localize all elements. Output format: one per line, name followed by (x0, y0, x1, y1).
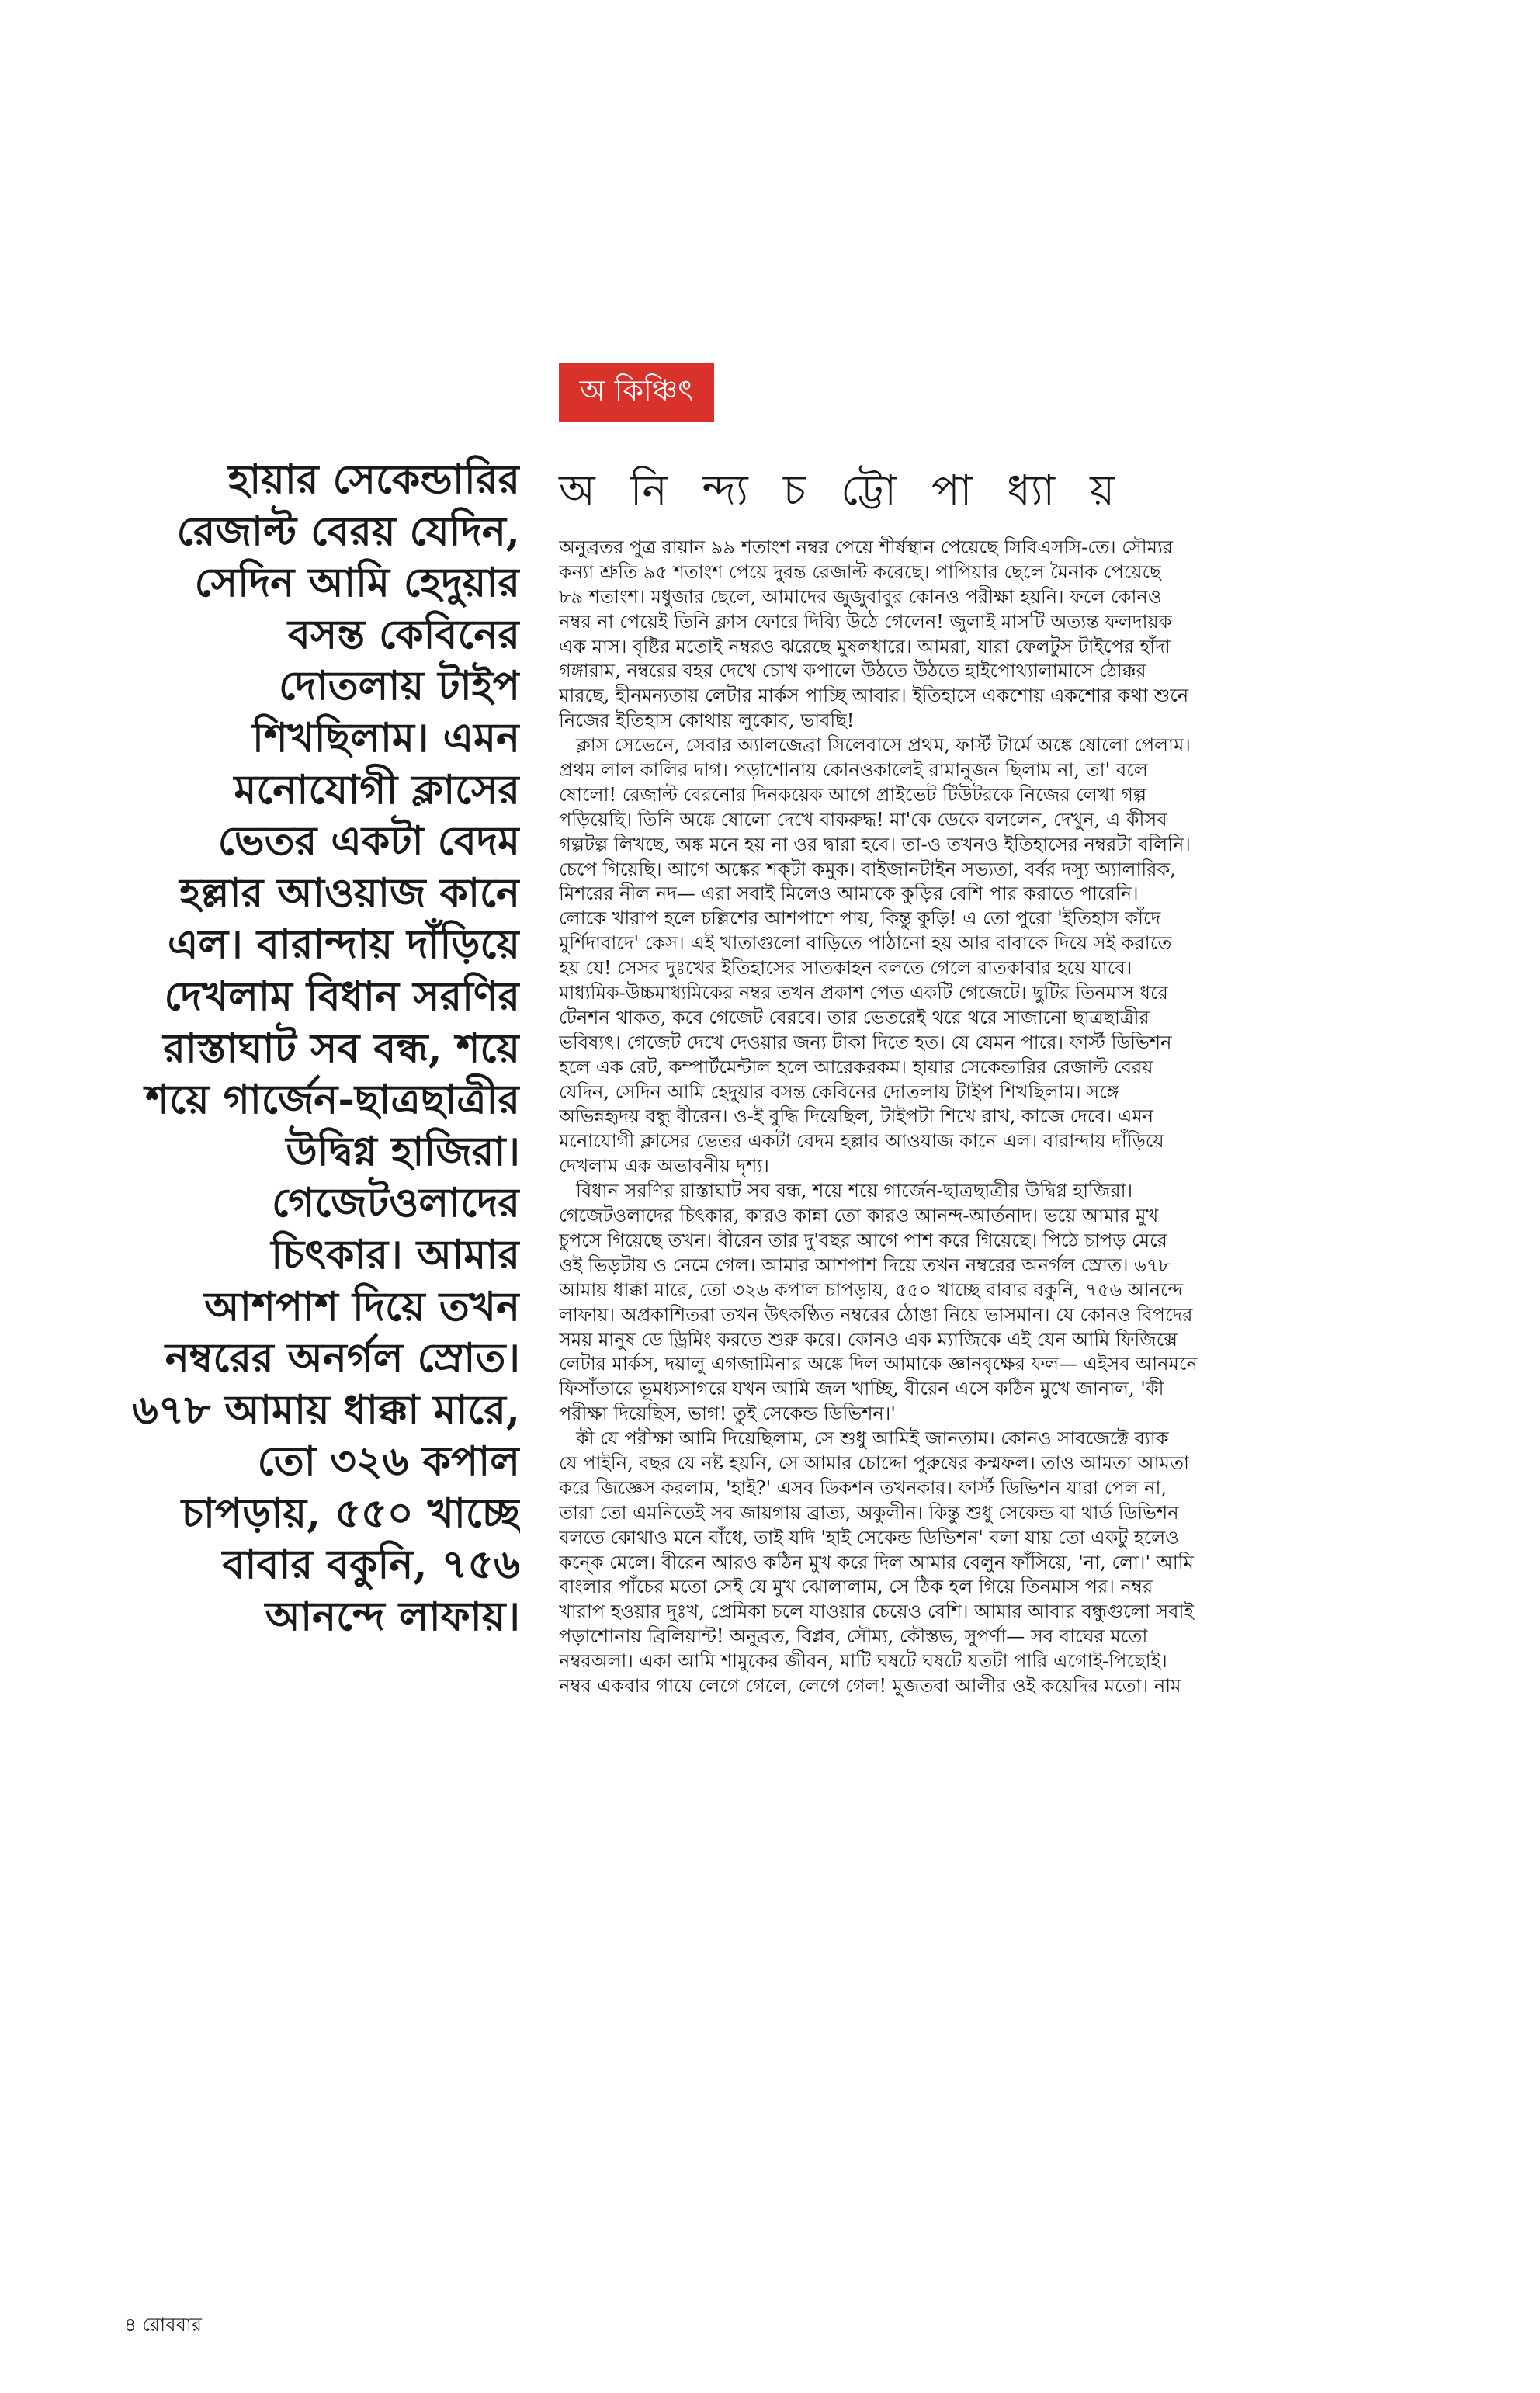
body-text-line: পড়িয়েছি। তিনি অঙ্কে ষোলো দেখে বাকরুদ্ধ! মা'কে ডেকে বললেন, দেখুন, এ কীসব (559, 808, 1167, 831)
pull-quote-line: বাবার বকুনি, ৭৫৬ (222, 1541, 520, 1589)
pull-quote-line: চাপড়ায়, ৫৫০ খাচ্ছে (181, 1489, 520, 1537)
body-text-line: পরীক্ষা দিয়েছিস, ভাগ! তুই সেকেন্ড ডিভিশন।' (559, 1403, 896, 1425)
pull-quote-line: আশপাশ দিয়ে তখন (204, 1282, 520, 1330)
body-text-line: নিজের ইতিহাস কোথায় লুকোব, ভাবছি! (559, 709, 855, 732)
pull-quote (116, 454, 520, 1774)
pull-quote-line: রেজাল্ট বেরয় যেদিন, (176, 507, 520, 555)
body-text-line: অনুব্রতর পুত্র রায়ান ৯৯ শতাংশ নম্বর পেয়ে শীর্ষস্থান পেয়েছে সিবিএসসি-তে। সৌম্যর (559, 536, 1174, 558)
pull-quote-line: উদ্বিগ্ন হাজিরা। (286, 1127, 520, 1175)
pull-quote-line: শয়ে গার্জেন-ছাত্রছাত্রীর (145, 1076, 520, 1124)
body-text-line: যেদিন, সেদিন আমি হেদুয়ার বসন্ত কেবিনের দোতলায় টাইপ শিখছিলাম। সঙ্গে (559, 1080, 1119, 1103)
body-text-line: এক মাস। বৃষ্টির মতোই নম্বরও ঝরেছে মুষলধারে। আমরা, যারা ফেলটুস টাইপের হাঁদা (559, 635, 1171, 657)
body-text-line: গল্পটল্প লিখছে, অঙ্ক মনে হয় না ওর দ্বারা হবে। তা-ও তখনও ইতিহাসের নম্বরটা বলিনি। (559, 833, 1191, 855)
body-text-line: তারা তো এমনিতেই সব জায়গায় ব্রাত্য, অকুলীন। কিন্তু শুধু সেকেন্ড বা থার্ড ডিভিশন (559, 1501, 1179, 1524)
page-folio: ৪ রোববার (124, 2314, 202, 2336)
pull-quote-line: গেজেটওলাদের (272, 1179, 520, 1227)
body-text-line: সময় মানুষ ডে ড্রিমিং করতে শুরু করে। কোনও এক ম্যাজিকে এই যেন আমি ফিজিক্সে (559, 1328, 1178, 1351)
body-text-line: নম্বর না পেয়েই তিনি ক্লাস ফোরে দিব্যি উঠে গেলেন! জুলাই মাসটি অত্যন্ত ফলদায়ক (559, 610, 1172, 633)
body-text-line: ওই ভিড়টায় ও নেমে গেল। আমার আশপাশ দিয়ে তখন নম্বরের অনর্গল স্রোত। ৬৭৮ (559, 1254, 1171, 1276)
article-body (559, 536, 1397, 2212)
body-text-line: মিশরের নীল নদ— এরা সবাই মিলেও আমাকে কুড়ির বেশি পার করাতে পারেনি। (559, 883, 1139, 905)
author-byline: অ নি ন্দ্য চ ট্টো পা ধ্যা য় (559, 466, 1126, 515)
pull-quote-line: তো ৩২৬ কপাল (257, 1438, 520, 1486)
body-text-line: চেপে গিয়েছি। আগে অঙ্কের শক্‌টা কমুক। বাইজানটাইন সভ্যতা, বর্বর দস্যু অ্যালারিক, (559, 858, 1176, 880)
body-text-line: ফিসাঁতারে ভূমধ্যসাগরে যখন আমি জল খাচ্ছি, বীরেন এসে কঠিন মুখে জানাল, 'কী (559, 1378, 1164, 1400)
body-text-line: খারাপ হওয়ার দুঃখ, প্রেমিকা চলে যাওয়ার চেয়েও বেশি। আমার আবার বন্ধুগুলো সবাই (559, 1601, 1194, 1623)
body-text-line: মুর্শিদাবাদে' কেস। এই খাতাগুলো বাড়িতে পাঠানো হয় আর বাবাকে দিয়ে সই করাতে (559, 932, 1172, 955)
body-text-line: বাংলার পাঁচের মতো সেই যে মুখ ঝোলালাম, সে ঠিক হল গিয়ে তিনমাস পর। নম্বর (559, 1576, 1153, 1598)
body-text-line: হয় যে! সেসব দুঃখের ইতিহাসের সাতকাহন বলতে গেলে রাতকাবার হয়ে যাবে। (559, 957, 1132, 980)
pull-quote-line: মনোযোগী ক্লাসের (234, 765, 520, 813)
pull-quote-line: হায়ার সেকেন্ডারির (227, 456, 520, 503)
pull-quote-line: চিৎকার। আমার (271, 1230, 520, 1278)
pull-quote-line: সেদিন আমি হেদুয়ার (194, 559, 520, 607)
body-text-line: বলতে কোথাও মনে বাঁধে, তাই যদি 'হাই সেকেন্ড ডিভিশন' বলা যায় তো একটু হলেও (559, 1526, 1179, 1549)
body-text-line: ভবিষ্যৎ। গেজেট দেখে দেওয়ার জন্য টাকা দিতে হত। যে যেমন পারে। ফার্স্ট ডিভিশন (559, 1031, 1172, 1053)
pull-quote-line: শিখছিলাম। এমন (251, 713, 520, 761)
body-text-line: হলে এক রেট, কম্পার্টমেন্টাল হলে আরেকরকম। হায়ার সেকেন্ডারির রেজাল্ট বেরয় (559, 1056, 1153, 1078)
body-text-line: ৮৯ শতাংশ। মধুজার ছেলে, আমাদের জুজুবাবুর কোনও পরীক্ষা হয়নি। ফলে কোনও (559, 585, 1162, 608)
pull-quote-line: আনন্দে লাফায়। (265, 1593, 520, 1641)
pull-quote-line: ভেতর একটা বেদম (217, 817, 520, 865)
body-text-line: চুপসে গিয়েছে তখন। বীরেন তার দু'বছর আগে পাশ করে গিয়েছে। পিঠে চাপড় মেরে (559, 1229, 1167, 1251)
pull-quote-line: বসন্ত কেবিনের (287, 610, 520, 658)
body-text-line: করে জিজ্ঞেস করলাম, 'হাই?' এসব ডিকশন তখনকার। ফার্স্ট ডিভিশন যারা পেল না, (559, 1476, 1167, 1499)
body-text-line: ষোলো! রেজাল্ট বেরনোর দিনকয়েক আগে প্রাইভেট টিউটরকে নিজের লেখা গল্প (559, 783, 1146, 806)
body-text-line: প্রথম লাল কালির দাগ। পড়াশোনায় কোনওকালেই রামানুজন ছিলাম না, তা' বলে (559, 759, 1148, 782)
pull-quote-line: হল্লার আওয়াজ কানে (179, 869, 520, 917)
body-text-line: বিধান সরণির রাস্তাঘাট সব বন্ধ, শয়ে শয়ে গার্জেন-ছাত্রছাত্রীর উদ্বিগ্ন হাজিরা। (576, 1180, 1133, 1202)
pull-quote-line: রাস্তাঘাট সব বন্ধ, শয়ে (163, 1024, 520, 1072)
body-text-line: টেনশন থাকত, কবে গেজেট বেরবে। তার ভেতরেই থরে থরে সাজানো ছাত্রছাত্রীর (559, 1006, 1150, 1028)
body-text-line: মাধ্যমিক-উচ্চমাধ্যমিকের নম্বর তখন প্রকাশ পেত একটি গেজেটে। ছুটির তিনমাস ধরে (559, 982, 1168, 1004)
body-text-line: গেজেটওলাদের চিৎকার, কারও কান্না তো কারও আনন্দ-আর্তনাদ। ভয়ে আমার মুখ (559, 1205, 1159, 1227)
body-text-line: মারছে, হীনমন্যতায় লেটার মার্কস পাচ্ছি আবার। ইতিহাসে একশোয় একশোর কথা শুনে (559, 685, 1189, 707)
body-text-line: পড়াশোনায় ব্রিলিয়ান্ট! অনুব্রত, বিপ্লব, সৌম্য, কৌস্তভ, সুপর্ণা— সব বাঘের মতো (559, 1625, 1148, 1648)
body-text-line: নম্বর একবার গায়ে লেগে গেলে, লেগে গেল! মুজতবা আলীর ওই কয়েদির মতো। নাম (559, 1674, 1181, 1697)
body-text-line: লাফায়। অপ্রকাশিতরা তখন উৎকণ্ঠিত নম্বরের ঠোঙা নিয়ে ভাসমান। যে কোনও বিপদের (559, 1303, 1193, 1326)
body-text-line: অভিন্নহৃদয় বন্ধু বীরেন। ও-ই বুদ্ধি দিয়েছিল, টাইপটা শিখে রাখ, কাজে দেবে। এমন (559, 1105, 1154, 1128)
pull-quote-line: দোতলায় টাইপ (279, 662, 520, 710)
pull-quote-line: দেখলাম বিধান সরণির (164, 972, 520, 1020)
body-text-line: যে পাইনি, বছর যে নষ্ট হয়নি, সে আমার চোদ্দো পুরুষের কম্মফল। তাও আমতা আমতা (559, 1451, 1189, 1474)
body-text-line: লেটার মার্কস, দয়ালু এগজামিনার অঙ্কে দিল আমাকে জ্ঞানবৃক্ষের ফল— এইসব আনমনে (559, 1353, 1198, 1375)
pull-quote-line: এল। বারান্দায় দাঁড়িয়ে (167, 921, 520, 969)
body-text-line: লোকে খারাপ হলে চল্লিশের আশপাশে পায়, কিন্তু কুড়ি! এ তো পুরো 'ইতিহাস কাঁদে (559, 907, 1161, 930)
body-text-line: আমায় ধাক্কা মারে, তো ৩২৬ কপাল চাপড়ায়, ৫৫০ খাচ্ছে বাবার বকুনি, ৭৫৬ আনন্দে (559, 1278, 1183, 1301)
body-text-line: ক্লাস সেভেনে, সেবার অ্যালজেব্রা সিলেবাসে প্রথম, ফার্স্ট টার্মে অঙ্কে ষোলো পেলাম। (576, 734, 1191, 757)
body-text-line: গঙ্গারাম, নম্বরের বহর দেখে চোখ কপালে উঠতে উঠতে হাইপোথ্যালামাসে ঠোক্কর (559, 660, 1146, 682)
pull-quote-line: ৬৭৮ আমায় ধাক্কা মারে, (131, 1386, 520, 1434)
body-text-line: দেখলাম এক অভাবনীয় দৃশ্য। (559, 1155, 769, 1177)
body-text-line: কন্কে মেলে। বীরেন আরও কঠিন মুখ করে দিল আমার বেলুন ফাঁসিয়ে, 'না, লো।' আমি (559, 1551, 1194, 1573)
body-text-line: কী যে পরীক্ষা আমি দিয়েছিলাম, সে শুধু আমিই জানতাম। কোনও সাবজেক্টে ব্যাক (576, 1427, 1169, 1450)
body-text-line: নম্বরঅলা। একা আমি শামুকের জীবন, মাটি ঘষটে ঘষটে যতটা পারি এগোই-পিছোই। (559, 1650, 1167, 1673)
body-text-line: মনোযোগী ক্লাসের ভেতর একটা বেদম হল্লার আওয়াজ কানে এল। বারান্দায় দাঁড়িয়ে (559, 1130, 1164, 1153)
body-text-line: কন্যা শ্রুতি ৯৫ শতাংশ পেয়ে দুরন্ত রেজাল্ট করেছে। পাপিয়ার ছেলে মৈনাক পেয়েছে (559, 560, 1161, 583)
section-badge: অ কিঞ্চিৎ (559, 363, 714, 422)
pull-quote-line: নম্বরের অনর্গল স্রোত। (165, 1334, 520, 1382)
